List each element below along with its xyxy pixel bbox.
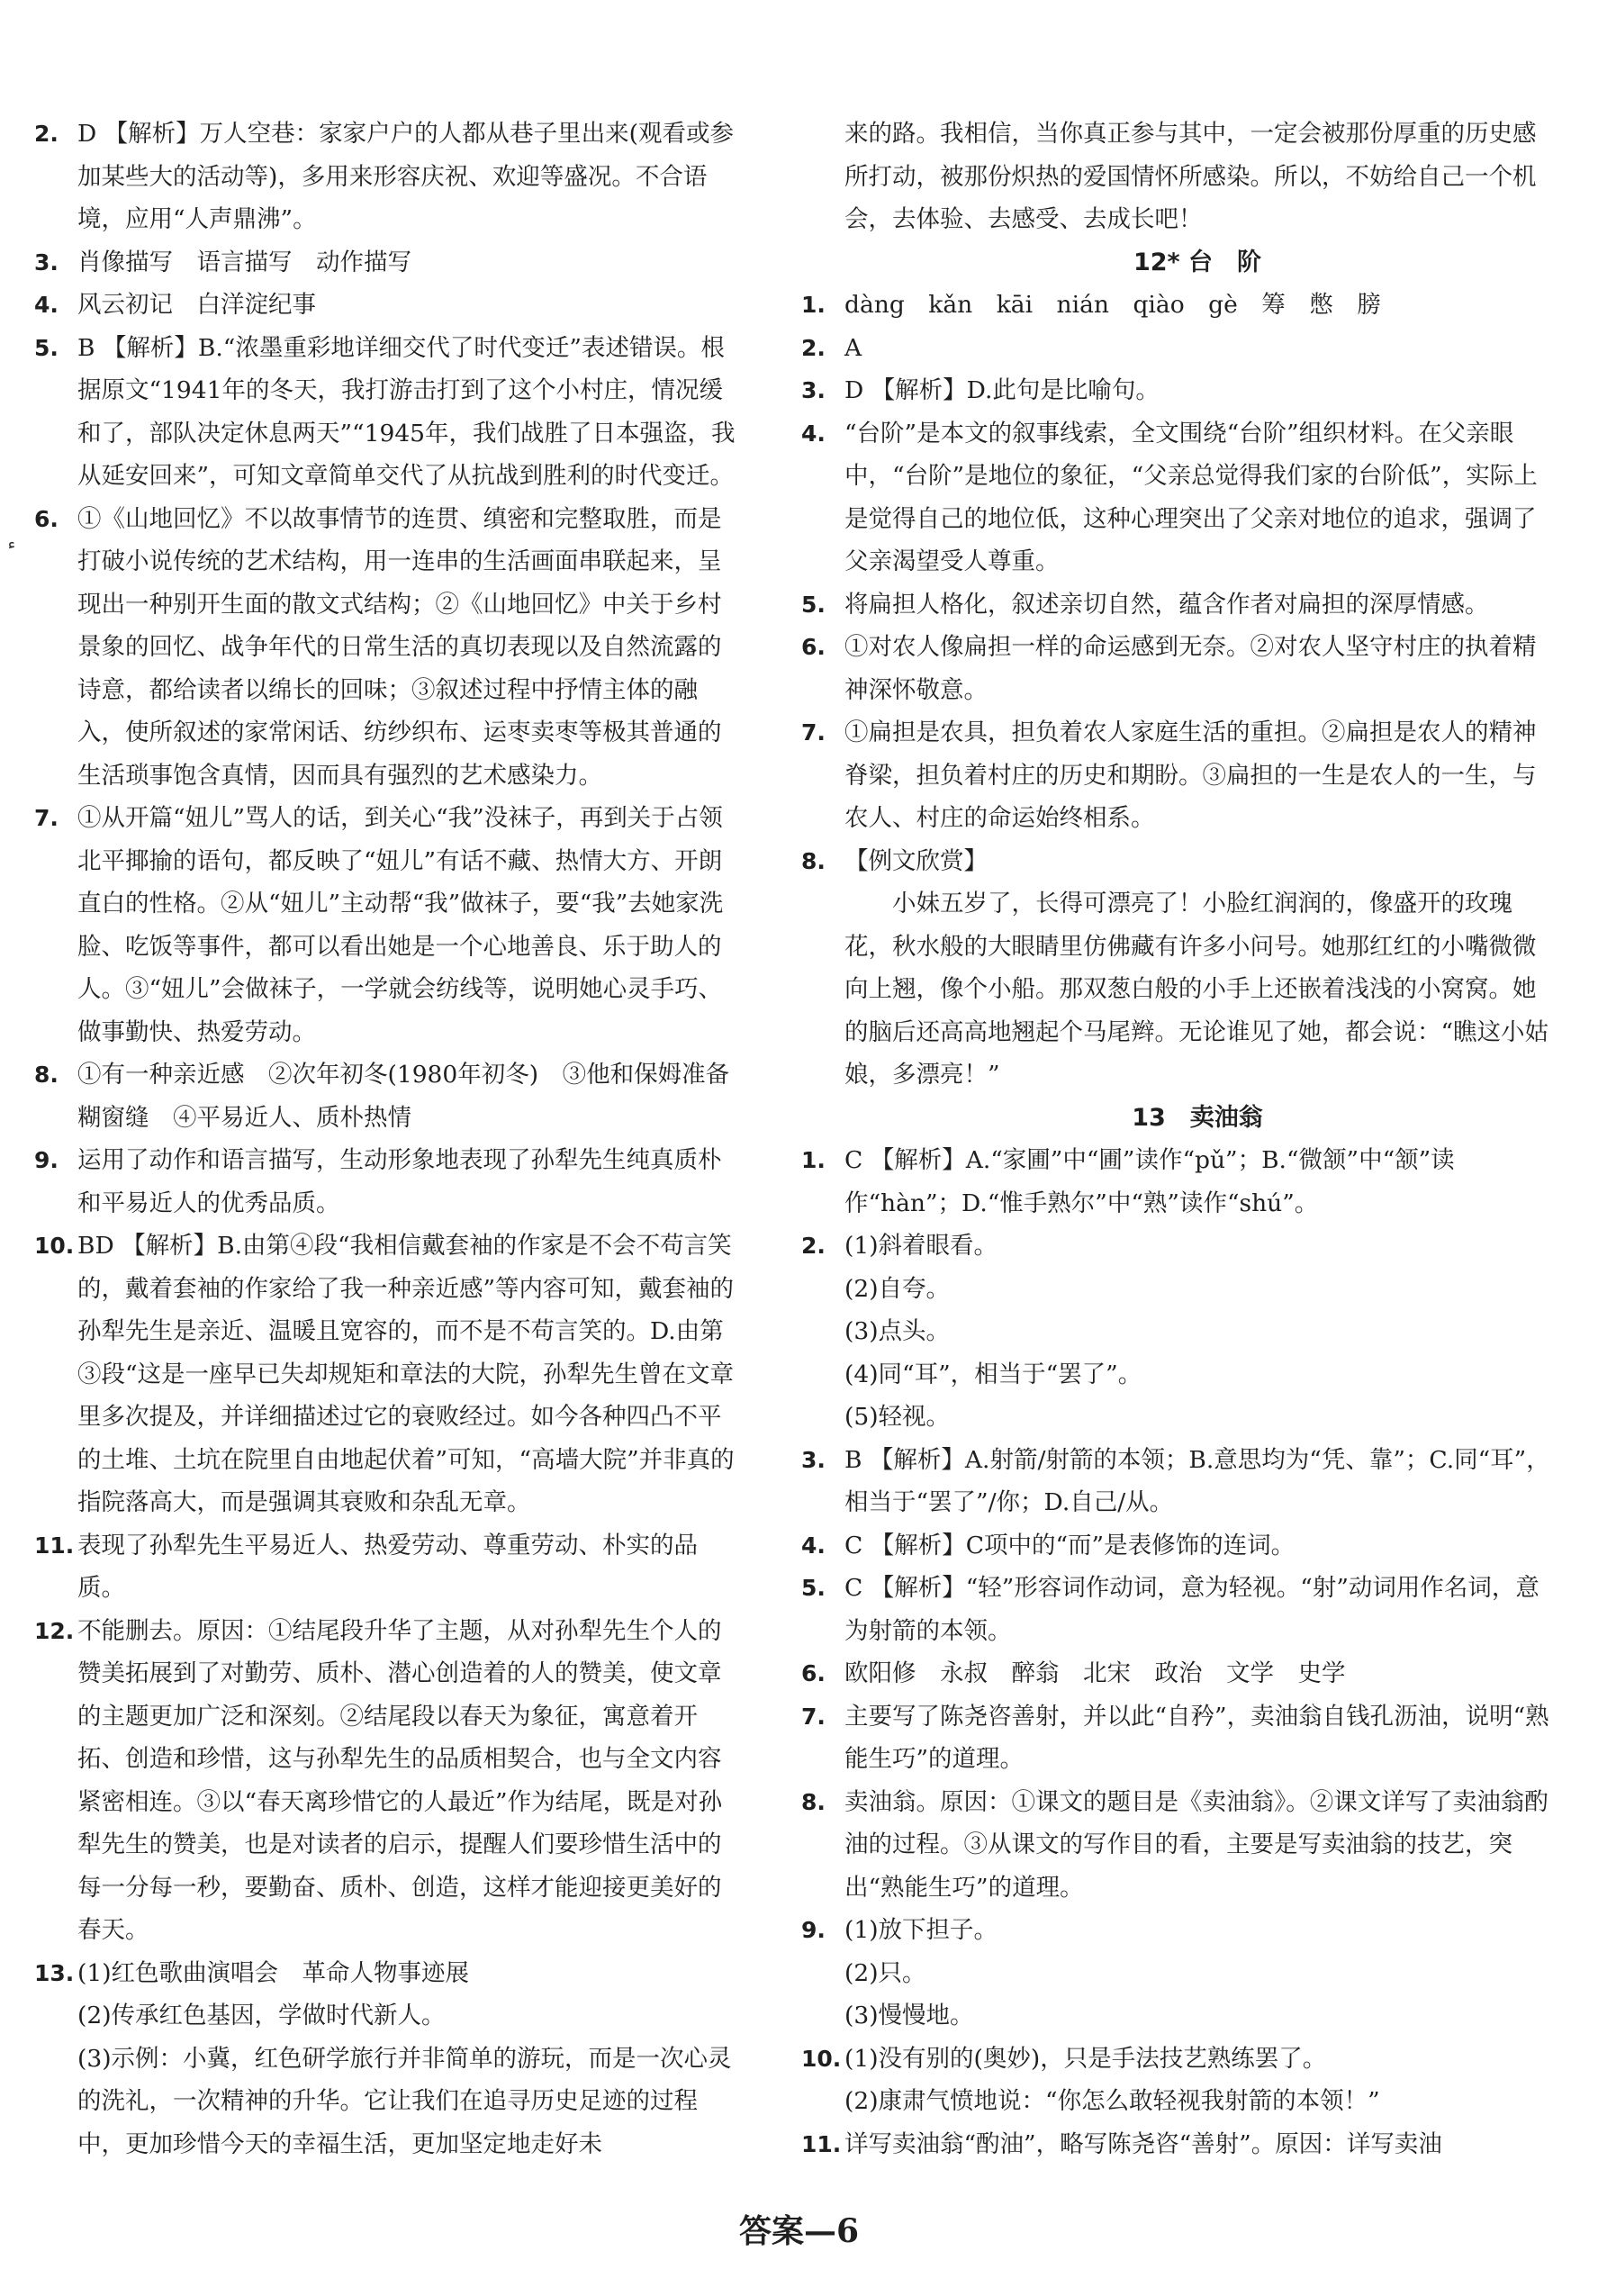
answer-number: 7. [801, 1703, 826, 1730]
answer-number: 5. [801, 1575, 826, 1601]
answer-number: 2. [34, 121, 59, 147]
answer-item [34, 241, 736, 285]
answer-text: C 【解析】A.“家圃”中“圃”读作“pǔ”；B.“微颔”中“颔”读作“hàn”；D.“惟手熟尔”中“熟”读作“shú”。 [844, 1146, 1455, 1217]
answer-text: A [844, 333, 862, 362]
s13-q2-sub-2: (2)自夸。 [844, 1274, 951, 1303]
section-12-title: 12* 台 阶 [1133, 248, 1262, 276]
answer-number: 7. [801, 719, 826, 746]
page-footer: 答案—6 [738, 2212, 860, 2250]
answer-item [34, 284, 736, 327]
answer-text: ①有一种亲近感 ②次年初冬(1980年初冬) ③他和保姆准备糊窗缝 ④平易近人、质朴热情 [77, 1061, 730, 1132]
answer-number: 9. [34, 1147, 59, 1173]
answer-item [801, 1695, 1557, 1781]
answer-text: B 【解析】B.“浓墨重彩地详细交代了时代变迁”表述错误。根据原文“1941年的冬天，我打游击打到了这个小村庄，情况缓和了，部队决定休息两天”“1945年，我们战胜了日本强盗，我从延安回来”，可知文章简单交代了从抗战到胜利的时代变迁。 [77, 333, 736, 490]
answer-text: (1)斜着眼看。 [844, 1232, 998, 1260]
answer-number: 11. [801, 2130, 842, 2157]
answer-text: (1)红色歌曲演唱会 革命人物事迹展 [77, 1958, 470, 1987]
answer-number: 3. [801, 377, 826, 403]
answer-text: “台阶”是本文的叙事线索，全文围绕“台阶”组织材料。在父亲眼中，“台阶”是地位的象征，“父亲总觉得我们家的台阶低”，实际上是觉得自己的地位低，这种心理突出了父亲对地位的追求，强调了父亲渴望受人尊重。 [844, 419, 1538, 575]
answer-text: (1)放下担子。 [844, 1916, 998, 1944]
answer-text: 将扁担人格化，叙述亲切自然，蕴含作者对扁担的深厚情感。 [844, 590, 1489, 619]
answer-item [801, 1139, 1557, 1225]
s13-q2-sub-4: (4)同“耳”，相当于“罢了”。 [844, 1360, 1142, 1388]
answer-item [801, 1652, 1557, 1695]
answer-item [801, 1909, 1557, 1952]
answer-number: 8. [801, 1788, 826, 1815]
answer-number: 12. [34, 1617, 75, 1644]
answer-text: 欧阳修 永叔 醉翁 北宋 政治 文学 史学 [844, 1659, 1346, 1687]
answer-number: 4. [34, 292, 59, 318]
answer-text: (1)没有别的(奥妙)，只是手法技艺熟练罢了。 [844, 2044, 1327, 2073]
section-13-entries-4 [801, 2123, 1557, 2166]
answer-number: 8. [34, 1062, 59, 1088]
answer-item [34, 1610, 736, 1952]
answer-item [801, 1225, 1557, 1268]
answer-item [801, 1524, 1557, 1568]
answer-number: 5. [34, 334, 59, 361]
answer-number: 2. [801, 1233, 826, 1259]
answer-item [34, 797, 736, 1053]
answer-text: 【例文欣赏】 [844, 846, 988, 875]
answer-number: 13. [34, 1959, 75, 1986]
answer-number: 7. [34, 805, 59, 831]
answer-item [801, 369, 1557, 412]
answer-item [34, 1952, 736, 1995]
answer-number: 1. [801, 1147, 826, 1173]
answer-text: 肖像描写 语言描写 动作描写 [77, 248, 411, 276]
answer-number: 8. [801, 847, 826, 874]
answer-number: 6. [34, 505, 59, 532]
answer-text: BD 【解析】B.由第④段“我相信戴套袖的作家是不会不苟言笑的，戴着套袖的作家给了我一种亲近感”等内容可知，戴套袖的孙犁先生是亲近、温暖且宽容的，而不是不苟言笑的。D.由第③段“这是一座早已失却规矩和章法的大院，孙犁先生曾在文章里多次提及，并详细描述过它的衰败经过。如今各种四凸不平的土堆、土坑在院里自由地起伏着”可知，“高墙大院”并非真的指院落高大，而是强调其衰败和杂乱无章。 [77, 1232, 735, 1516]
answer-item [801, 327, 1557, 370]
q13-continuation: 来的路。我相信，当你真正参与其中，一定会被那份厚重的历史感所打动，被那份炽热的爱国情怀所感染。所以，不妨给自己一个机会，去体验、去感受、去成长吧！ [844, 120, 1537, 233]
answer-text: dàng kǎn kāi nián qiào gè 筹 憋 膀 [844, 291, 1381, 319]
section-12-entries [801, 284, 1557, 882]
answer-item [801, 284, 1557, 327]
answer-text: D 【解析】D.此句是比喻句。 [844, 376, 1160, 404]
answer-item [801, 840, 1557, 883]
answer-number: 4. [801, 420, 826, 447]
answer-text: 主要写了陈尧咨善射，并以此“自矜”，卖油翁自钱孔沥油，说明“熟能生巧”的道理。 [844, 1702, 1549, 1773]
answer-text: 风云初记 白洋淀纪事 [77, 291, 316, 319]
answer-item [34, 1053, 736, 1139]
answer-item [801, 2038, 1557, 2081]
margin-pen-mark: ٴ [7, 540, 16, 576]
answer-item [801, 412, 1557, 583]
answer-text: ①对农人像扁担一样的命运感到无奈。②对农人坚守村庄的执着精神深怀敬意。 [844, 633, 1537, 704]
answer-item [801, 2123, 1557, 2166]
answer-number: 4. [801, 1532, 826, 1559]
answer-text: C 【解析】C项中的“而”是表修饰的连词。 [844, 1531, 1296, 1559]
answer-text: 运用了动作和语言描写，生动形象地表现了孙犁先生纯真质朴和平易近人的优秀品质。 [77, 1146, 722, 1217]
answer-number: 1. [801, 292, 826, 318]
section-13-entries [801, 1139, 1557, 1268]
answer-text: ①从开篇“妞儿”骂人的话，到关心“我”没袜子，再到关于占领北平揶揄的语句，都反映了“妞儿”有话不藏、热情大方、开朗直白的性格。②从“妞儿”主动帮“我”做袜子，要“我”去她家洗脸、吃饭等事件，都可以看出她是一个心地善良、乐于助人的人。③“妞儿”会做袜子，一学就会纺线等，说明她心灵手巧、做事勤快、热爱劳动。 [77, 804, 724, 1046]
answer-number: 6. [801, 1660, 826, 1686]
answer-text: 卖油翁。原因：①课文的题目是《卖油翁》。②课文详写了卖油翁酌油的过程。③从课文的写作目的看，主要是写卖油翁的技艺，突出“熟能生巧”的道理。 [844, 1787, 1548, 1902]
answer-number: 10. [34, 1233, 75, 1259]
s13-q9-sub-2: (2)只。 [844, 1958, 926, 1987]
s13-q2-sub-3: (3)点头。 [844, 1317, 951, 1345]
section-13-title: 13 卖油翁 [1132, 1103, 1263, 1132]
section-13-entries-2 [801, 1439, 1557, 1952]
answer-text: ①《山地回忆》不以故事情节的连贯、缜密和完整取胜，而是打破小说传统的艺术结构，用一连串的生活画面串联起来，呈现出一种别开生面的散文式结构；②《山地回忆》中关于乡村景象的回忆、战争年代的日常生活的真切表现以及自然流露的诗意，都给读者以绵长的回味；③叙述过程中抒情主体的融入，使所叙述的家常闲话、纺纱织布、运枣卖枣等极其普通的生活琐事饱含真情，因而具有强烈的艺术感染力。 [77, 504, 722, 790]
answer-number: 3. [801, 1446, 826, 1473]
example-essay: 小妹五岁了，长得可漂亮了！小脸红润润的，像盛开的玫瑰花，秋水般的大眼睛里仿佛藏有许多小问号。她那红红的小嘴微微向上翘，像个小船。那双葱白般的小手上还嵌着浅浅的小窝窝。她的脑后还高高地翘起个马尾辫。无论谁见了她，都会说：“瞧这小姑娘，多漂亮！” [844, 890, 1549, 1089]
answer-item [801, 1781, 1557, 1910]
q13-sub-3: (3)示例：小冀，红色研学旅行并非简单的游玩，而是一次心灵的洗礼，一次精神的升华。它让我们在追寻历史足迹的过程中，更加珍惜今天的幸福生活，更加坚定地走好未 [77, 2044, 732, 2158]
answer-number: 3. [34, 249, 59, 276]
answer-number: 10. [801, 2045, 842, 2072]
s13-q10-sub-2: (2)康肃气愤地说：“你怎么敢轻视我射箭的本领！” [844, 2087, 1380, 2115]
answer-item [34, 1139, 736, 1225]
answer-text: ①扁担是农具，担负着农人家庭生活的重担。②扁担是农人的精神脊梁，担负着村庄的历史和期盼。③扁担的一生是农人的一生，与农人、村庄的命运始终相系。 [844, 719, 1537, 832]
s13-q2-sub-5: (5)轻视。 [844, 1403, 951, 1431]
answer-item [801, 1439, 1557, 1524]
left-entries [34, 113, 736, 1994]
answer-text: 详写卖油翁“酌油”，略写陈尧咨“善射”。原因：详写卖油 [844, 2129, 1442, 2158]
answer-text: C 【解析】“轻”形容词作动词，意为轻视。“射”动词用作名词，意为射箭的本领。 [844, 1574, 1539, 1645]
answer-number: 5. [801, 591, 826, 618]
section-13-entries-3 [801, 2038, 1557, 2081]
answer-number: 2. [801, 334, 826, 361]
answer-item [801, 626, 1557, 711]
answer-item [34, 113, 736, 241]
right-column [801, 113, 1557, 2165]
answer-number: 9. [801, 1917, 826, 1943]
answer-item [801, 583, 1557, 627]
answer-item [34, 1225, 736, 1524]
answer-number: 11. [34, 1532, 75, 1559]
answer-text: 不能删去。原因：①结尾段升华了主题，从对孙犁先生个人的赞美拓展到了对勤劳、质朴、潜心创造着的人的赞美，使文章的主题更加广泛和深刻。②结尾段以春天为象征，寓意着开拓、创造和珍惜，这与孙犁先生的品质相契合，也与全文内容紧密相连。③以“春天离珍惜它的人最近”作为结尾，既是对孙犁先生的赞美，也是对读者的启示，提醒人们要珍惜生活中的每一分每一秒，要勤奋、质朴、创造，这样才能迎接更美好的春天。 [77, 1616, 723, 1944]
answer-text: 表现了孙犁先生平易近人、热爱劳动、尊重劳动、朴实的品质。 [77, 1531, 698, 1602]
answer-text: D 【解析】万人空巷：家家户户的人都从巷子里出来(观看或参加某些大的活动等)，多用来形容庆祝、欢迎等盛况。不合语境，应用“人声鼎沸”。 [77, 120, 735, 233]
answer-item [34, 1524, 736, 1610]
answer-item [34, 327, 736, 498]
answer-item [801, 1567, 1557, 1652]
answer-item [34, 498, 736, 798]
answer-item [801, 711, 1557, 840]
answer-text: B 【解析】A.射箭/射箭的本领；B.意思均为“凭、靠”；C.同“耳”，相当于“罢了”/你；D.自己/从。 [844, 1445, 1550, 1516]
q13-sub-2: (2)传承红色基因，学做时代新人。 [77, 2002, 446, 2029]
left-column [34, 113, 736, 2165]
s13-q9-sub-3: (3)慢慢地。 [844, 2002, 974, 2029]
answer-number: 6. [801, 634, 826, 660]
